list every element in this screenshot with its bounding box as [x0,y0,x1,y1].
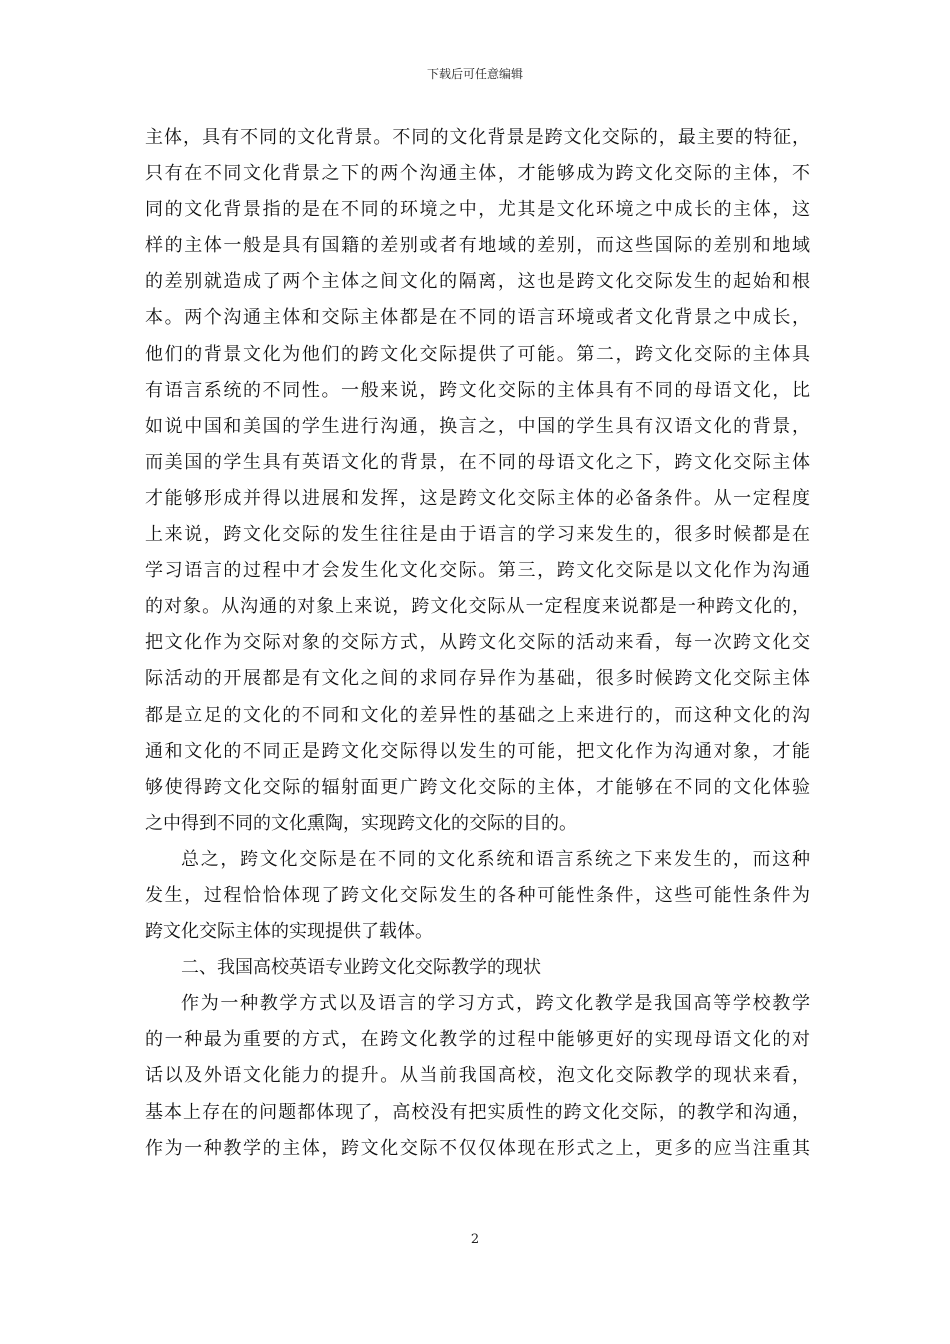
text-line: 而美国的学生具有英语文化的背景，在不同的母语文化之下，跨文化交际主体 [145,451,810,473]
text-line: 样的主体一般是具有国籍的差别或者有地域的差别，而这些国际的差别和地域 [145,235,810,257]
text-line: 作为一种教学的主体，跨文化交际不仅仅体现在形式之上，更多的应当注重其 [145,1137,810,1159]
text-line: 跨文化交际主体的实现提供了载体。 [145,921,433,943]
page-header: 下载后可任意编辑 [426,67,523,81]
text-line: 同的文化背景指的是在不同的环境之中，尤其是文化环境之中成长的主体，这 [145,199,810,221]
text-line: 话以及外语文化能力的提升。从当前我国高校，泡文化交际教学的现状来看， [145,1065,810,1087]
text-line: 作为一种教学方式以及语言的学习方式，跨文化教学是我国高等学校教学 [181,993,810,1015]
document-body [145,120,810,1167]
text-line: 的对象。从沟通的对象上来说，跨文化交际从一定程度来说都是一种跨文化的， [145,596,810,618]
text-line: 有语言系统的不同性。一般来说，跨文化交际的主体具有不同的母语文化，比 [145,379,810,401]
text-line: 他们的背景文化为他们的跨文化交际提供了可能。第二，跨文化交际的主体具 [145,343,810,365]
text-line: 如说中国和美国的学生进行沟通，换言之，中国的学生具有汉语文化的背景， [145,415,810,437]
text-line: 主体，具有不同的文化背景。不同的文化背景是跨文化交际的，最主要的特征， [145,127,810,148]
text-line: 际活动的开展都是有文化之间的求同存异作为基础，很多时候跨文化交际主体 [145,668,810,690]
text-line: 基本上存在的问题都体现了，高校没有把实质性的跨文化交际，的教学和沟通， [145,1101,810,1123]
text-line: 都是立足的文化的不同和文化的差异性的基础之上来进行的，而这种文化的沟 [145,704,810,726]
text-line: 的差别就造成了两个主体之间文化的隔离，这也是跨文化交际发生的起始和根 [145,271,810,293]
section-heading: 二、我国高校英语专业跨文化交际教学的现状 [181,957,541,979]
text-line: 只有在不同文化背景之下的两个沟通主体，才能够成为跨文化交际的主体，不 [145,163,810,185]
text-line: 够使得跨文化交际的辐射面更广跨文化交际的主体，才能够在不同的文化体验 [145,776,810,798]
text-line: 上来说，跨文化交际的发生往往是由于语言的学习来发生的，很多时候都是在 [145,524,810,546]
text-line: 通和文化的不同正是跨文化交际得以发生的可能，把文化作为沟通对象，才能 [145,740,810,762]
page-number: 2 [470,1232,480,1247]
text-line: 本。两个沟通主体和交际主体都是在不同的语言环境或者文化背景之中成长， [145,307,810,329]
text-line: 学习语言的过程中才会发生化文化交际。第三，跨文化交际是以文化作为沟通 [145,560,810,582]
text-line: 才能够形成并得以进展和发挥，这是跨文化交际主体的必备条件。从一定程度 [145,487,810,509]
text-line: 之中得到不同的文化熏陶，实现跨文化的交际的目的。 [145,812,577,834]
text-line: 的一种最为重要的方式，在跨文化教学的过程中能够更好的实现母语文化的对 [145,1029,810,1051]
text-line: 总之，跨文化交际是在不同的文化系统和语言系统之下来发生的，而这种 [181,848,810,870]
text-line: 把文化作为交际对象的交际方式，从跨文化交际的活动来看，每一次跨文化交 [145,632,810,654]
text-line: 发生，过程恰恰体现了跨文化交际发生的各种可能性条件，这些可能性条件为 [145,884,810,906]
